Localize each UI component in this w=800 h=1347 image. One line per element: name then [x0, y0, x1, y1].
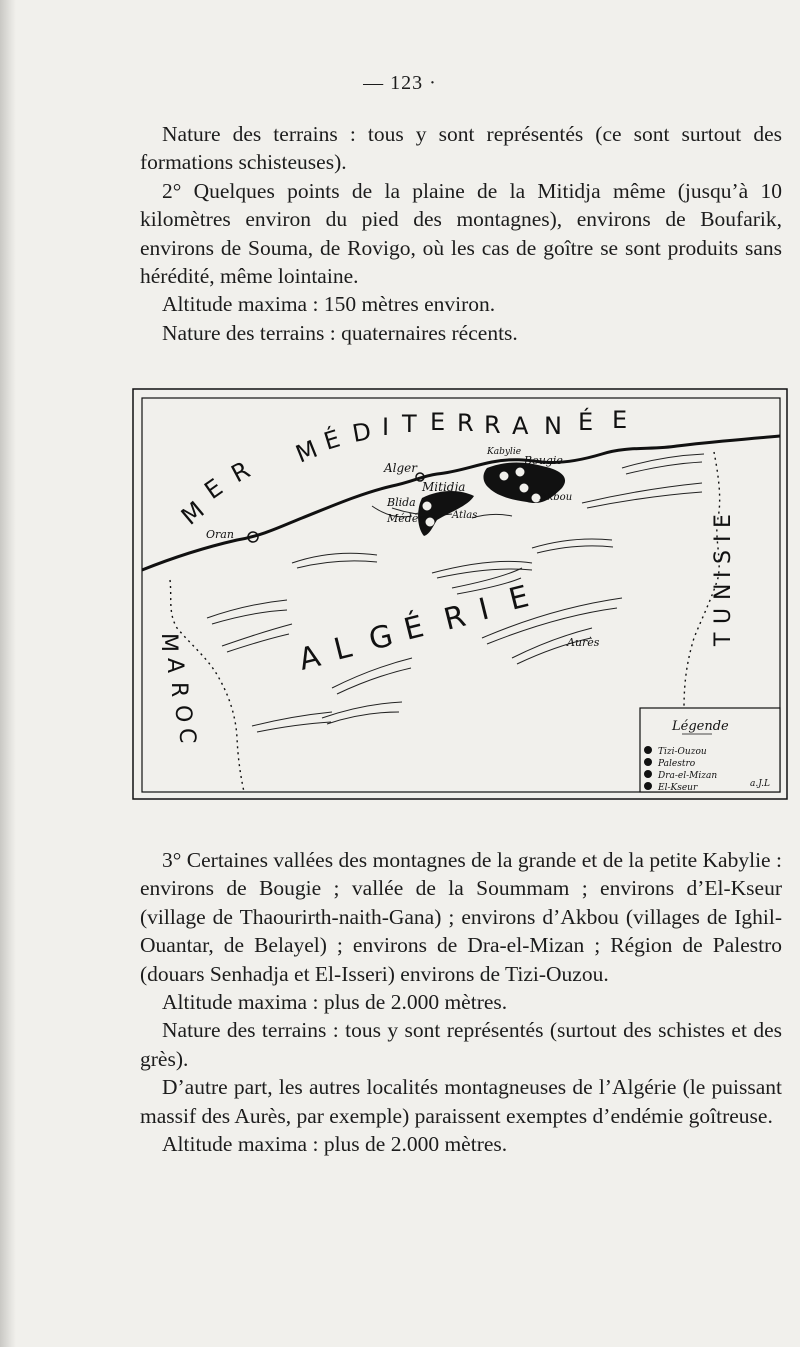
svg-text:I: I: [711, 535, 736, 542]
place-bougie: Bougie: [524, 454, 563, 467]
place-kabylie: Kabylie: [487, 447, 522, 457]
country-label: [295, 579, 532, 678]
svg-text:D: D: [350, 417, 374, 448]
svg-text:M: M: [291, 434, 322, 469]
bottom-text-block: [140, 846, 782, 1158]
place-atlas: Atlas: [452, 510, 478, 521]
legend-item: El-Kseur: [658, 783, 698, 793]
paragraph: Nature des terrains : quaternaires récents.: [162, 320, 518, 345]
place-blida: Blida: [387, 496, 416, 509]
svg-text:É: É: [578, 408, 594, 436]
svg-text:E: E: [711, 514, 736, 528]
svg-text:T: T: [402, 410, 417, 438]
svg-text:T: T: [711, 632, 736, 646]
paragraph: Nature des terrains : tous y sont représentés (ce sont surtout des formations schisteuses).: [140, 122, 782, 175]
svg-text:I: I: [382, 413, 390, 441]
tunisia-border: [684, 452, 720, 708]
svg-text:N: N: [711, 583, 736, 600]
svg-text:E: E: [199, 473, 228, 505]
map-signature: a.J.L: [750, 779, 770, 789]
paragraph: Nature des terrains : tous y sont représentés (surtout des schistes et des grès).: [140, 1018, 782, 1071]
svg-text:A: A: [512, 412, 529, 440]
paragraph: Altitude maxima : plus de 2.000 mètres.: [162, 990, 508, 1015]
svg-text:R: R: [226, 455, 255, 489]
paragraph: D’autre part, les autres localités montagneuses de l’Algérie (le puissant massif des Aurès, par exemple) paraissent exemptes d’endémie goîtreuse.: [140, 1075, 782, 1128]
svg-text:R: R: [440, 598, 470, 638]
svg-text:C: C: [174, 728, 199, 744]
place-medea: Médéa: [387, 512, 425, 525]
svg-text:O: O: [170, 705, 195, 723]
svg-text:É: É: [320, 424, 344, 456]
svg-text:A: A: [162, 658, 187, 674]
place-alger: Alger: [384, 461, 418, 475]
top-text-block: [140, 120, 782, 347]
place-oran: Oran: [206, 528, 234, 541]
svg-text:M: M: [156, 633, 181, 652]
algeria-goitre-map: [132, 388, 788, 800]
place-akbou: Akbou: [540, 492, 573, 503]
svg-text:I: I: [475, 591, 493, 628]
svg-text:É: É: [400, 609, 428, 648]
morocco-label: [156, 633, 199, 743]
svg-text:R: R: [457, 409, 474, 437]
svg-text:G: G: [365, 618, 397, 658]
legend-item: Palestro: [658, 759, 696, 769]
legend-item: Dra-el-Mizan: [658, 771, 718, 781]
paragraph: Altitude maxima : plus de 2.000 mètres.: [162, 1132, 508, 1157]
map-legend: [640, 708, 780, 793]
legend-title: Légende: [672, 719, 729, 734]
svg-text:R: R: [484, 411, 501, 439]
tunisia-label: [711, 514, 736, 647]
svg-text:S: S: [711, 550, 736, 564]
place-mitidja: Mitidja: [422, 480, 466, 494]
paragraph: 3° Certaines vallées des montagnes de la grande et de la petite Kabylie : environs de Bougie ; vallée de la Soummam ; environs d’El-Kseur (village de Thaourirth-naith-Gana) ; environs d’Akbou (villages de Ighil-Ouantar, de Belayel) ; environs de Dra-el-Mizan ; Région de Palestro (douars Senhadja et El-Isseri) environs de Tizi-Ouzou.: [140, 848, 782, 986]
page-number: — 123 ·: [363, 72, 437, 94]
svg-text:N: N: [544, 412, 562, 440]
svg-text:L: L: [330, 629, 356, 668]
svg-text:A: A: [295, 638, 324, 678]
paragraph: 2° Quelques points de la plaine de la Mitidja même (jusqu’à 10 kilomètres environ du pied des montagnes), environs de Boufarik, environs de Souma, de Rovigo, où les cas de goître se sont produits sans hérédité, même lointaine.: [140, 178, 782, 289]
page-binding-shadow: [0, 0, 16, 1347]
paragraph: Altitude maxima : 150 mètres environ.: [162, 292, 496, 317]
svg-text:M: M: [175, 495, 210, 531]
legend-item: Tizi-Ouzou: [658, 747, 707, 757]
svg-text:E: E: [612, 406, 628, 434]
svg-text:I: I: [711, 571, 736, 578]
svg-text:R: R: [166, 682, 191, 698]
svg-text:U: U: [711, 607, 736, 624]
svg-text:E: E: [430, 408, 446, 436]
place-aures: Aurès: [567, 636, 600, 649]
svg-text:E: E: [505, 579, 533, 618]
